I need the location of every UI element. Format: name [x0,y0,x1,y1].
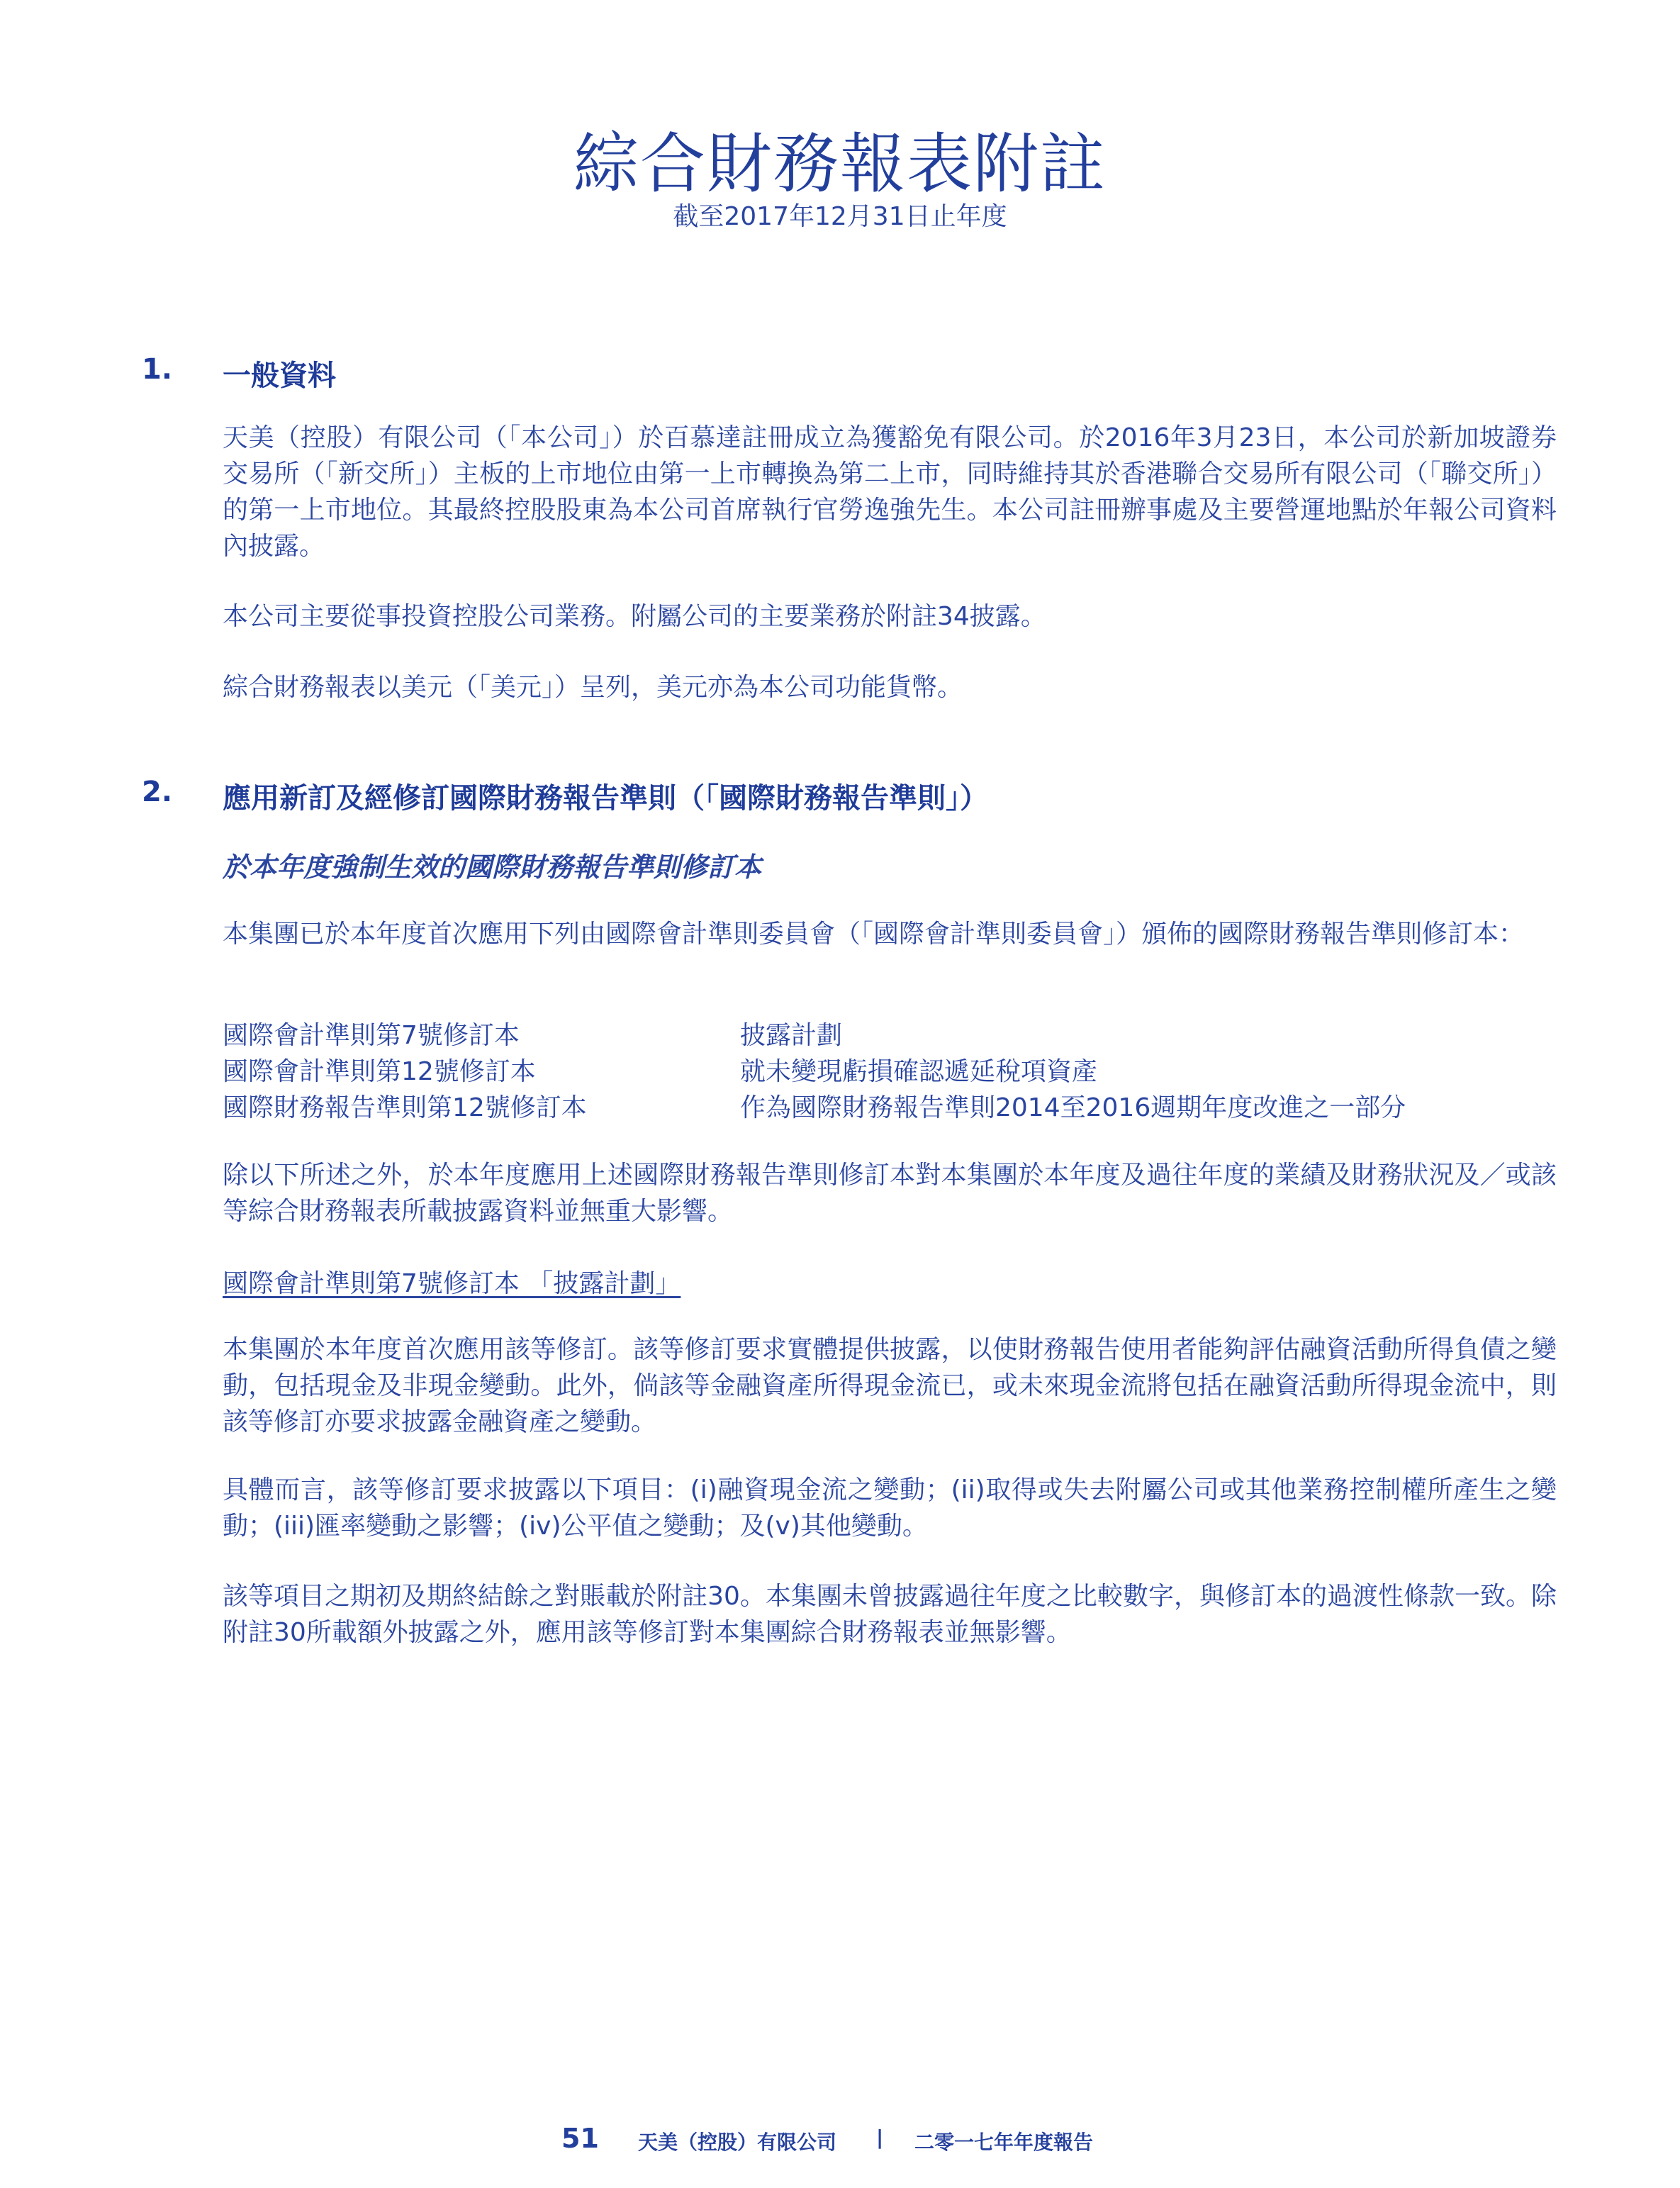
section-2-number: 2. [142,776,173,808]
page-number: 51 [561,2123,599,2154]
section-1-paragraph-3: 綜合財務報表以美元（「美元」）呈列，美元亦為本公司功能貨幣。 [223,673,963,702]
ias7-paragraph-1: 本集團於本年度首次應用該等修訂。該等修訂要求實體提供披露，以使財務報告使用者能夠評估融資活動所得負債之變動，包括現金及非現金變動。此外，倘該等金融資產所得現金流已，或未來現金流將包括在融資活動所得現金流中，則該等修訂亦要求披露金融資產之變動。 [223,1335,1557,1436]
page-subtitle: 截至2017年12月31日止年度 [673,202,1007,231]
footer-company: 天美（控股）有限公司 [638,2131,837,2154]
amendment-description: 就未變現虧損確認遞延稅項資產 [740,1057,1098,1086]
amendment-standard: 國際會計準則第7號修訂本 [223,1021,520,1050]
page-footer [0,2123,1680,2158]
section-2-after-table: 除以下所述之外，於本年度應用上述國際財務報告準則修訂本對本集團於本年度及過往年度的業績及財務狀況及／或該等綜合財務報表所載披露資料並無重大影響。 [223,1161,1557,1226]
table-row [223,1015,1557,1051]
section-1-title: 一般資料 [223,359,336,392]
page-title: 綜合財務報表附註 [573,126,1107,202]
ias7-heading-link[interactable]: 國際會計準則第7號修訂本 「披露計劃」 [223,1269,681,1298]
footer-report-title: 二零一七年年度報告 [914,2131,1094,2154]
section-2-intro: 本集團已於本年度首次應用下列由國際會計準則委員會（「國際會計準則委員會」）頒佈的國際財務報告準則修訂本： [223,920,1525,949]
amendment-description: 披露計劃 [740,1021,843,1050]
section-1-paragraph-2: 本公司主要從事投資控股公司業務。附屬公司的主要業務於附註34披露。 [223,602,1046,631]
amendment-standard: 國際會計準則第12號修訂本 [223,1057,536,1086]
amendments-table [223,1015,1557,1124]
table-row [223,1051,1557,1088]
section-1-number: 1. [142,353,173,386]
ias7-paragraph-2: 具體而言，該等修訂要求披露以下項目：(i)融資現金流之變動；(ii)取得或失去附屬公司或其他業務控制權所產生之變動；(iii)匯率變動之影響；(iv)公平值之變動；及(v)其他變動。 [223,1475,1557,1541]
amendment-standard: 國際財務報告準則第12號修訂本 [223,1093,587,1122]
section-2-subheading: 於本年度強制生效的國際財務報告準則修訂本 [223,852,762,883]
ias7-paragraph-3: 該等項目之期初及期終結餘之對賬載於附註30。本集團未曾披露過往年度之比較數字，與修訂本的過渡性條款一致。除附註30所載額外披露之外，應用該等修訂對本集團綜合財務報表並無影響。 [223,1582,1557,1647]
section-1-paragraph-1: 天美（控股）有限公司（「本公司」）於百慕達註冊成立為獲豁免有限公司。於2016年3月23日，本公司於新加坡證券交易所（「新交所」）主板的上市地位由第一上市轉換為第二上市，同時維持其於香港聯合交易所有限公司（「聯交所」）的第一上市地位。其最終控股股東為本公司首席執行官勞逸強先生。本公司註冊辦事處及主要營運地點於年報公司資料內披露。 [223,423,1557,561]
amendment-description: 作為國際財務報告準則2014至2016週期年度改進之一部分 [740,1093,1406,1122]
section-2-title: 應用新訂及經修訂國際財務報告準則（「國際財務報告準則」） [223,782,988,815]
footer-separator: | [876,2126,884,2149]
table-row [223,1088,1557,1124]
